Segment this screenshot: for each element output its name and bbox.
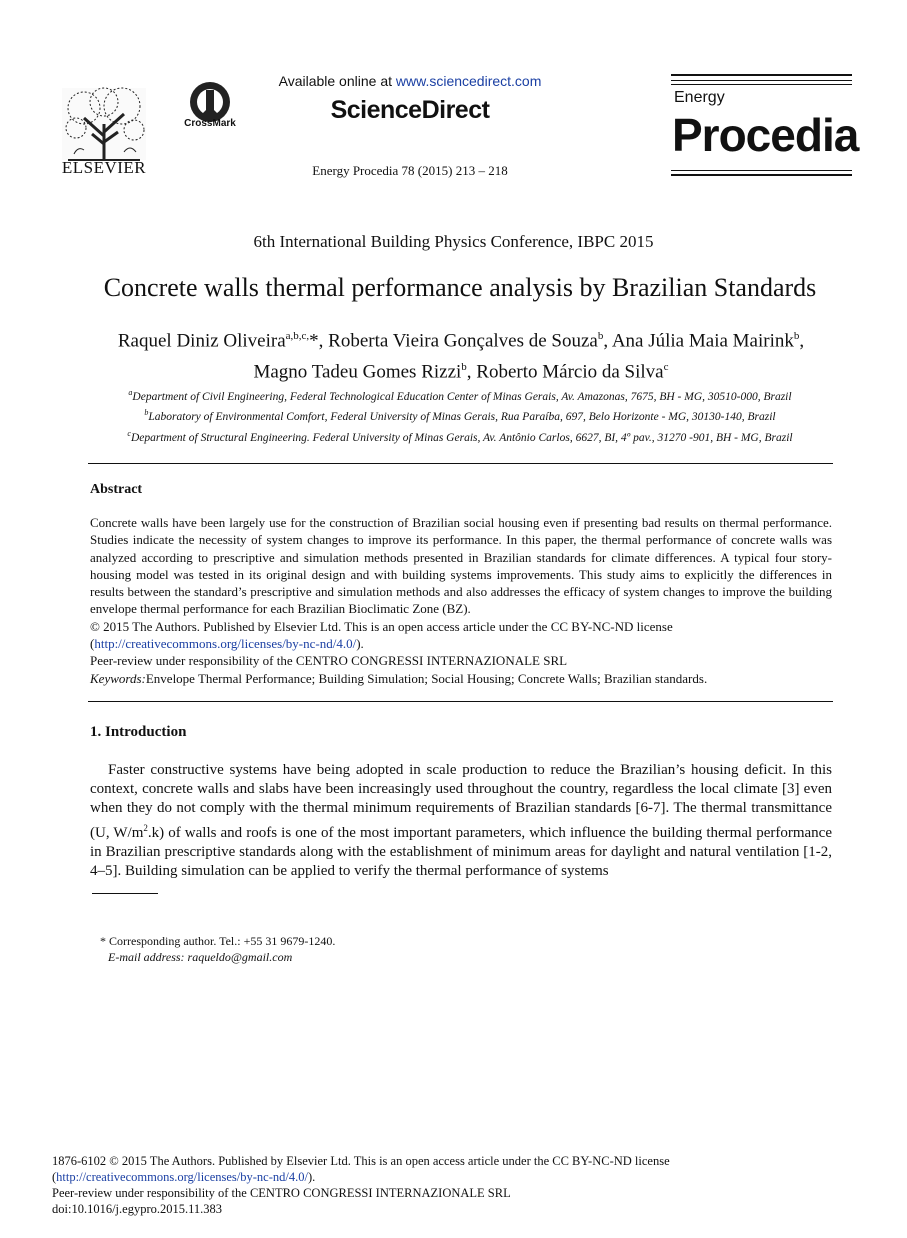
author-sup: c bbox=[663, 361, 669, 374]
author-email: E-mail address: raqueldo@gmail.com bbox=[108, 950, 293, 964]
affiliation-sup: c bbox=[127, 428, 131, 438]
abstract-text: Concrete walls have been largely use for the construction of Brazilian social housing even if presenting bad results on thermal performance. Studies indicate the necessity of system changes to improve its performance. In this paper, the thermal performance of concrete walls was analyzed according to prescriptive and simulation methods presented in Brazilian standards for climate differences. A typical four story-housing model was tested in its original design and with building systems improvements. This study aims to explicitly the differences in results between the standard’s prescriptive and simulation methods and also addresses the efficacy of system changes to improve the building envelope thermal performance for each Brazilian Bioclimatic Zone (BZ). bbox=[90, 515, 832, 617]
author-sup: b bbox=[793, 330, 800, 342]
conference-name: 6th International Building Physics Conference, IBPC 2015 bbox=[253, 232, 654, 251]
intro-text-b: .k) of walls and roofs is one of the most important parameters, which influence the building thermal performance in Brazilian prescriptive standards along with the establishment of minimum areas for daylight and natural ventilation [1-2, 4–5]. Building simulation can be applied to verify the thermal performance of systems bbox=[90, 824, 832, 880]
divider bbox=[88, 701, 833, 702]
keywords-label: Keywords: bbox=[90, 670, 146, 686]
author-sup: b bbox=[597, 330, 604, 342]
publisher-name: ELSEVIER bbox=[61, 158, 147, 177]
sciencedirect-link[interactable]: www.sciencedirect.com bbox=[395, 73, 542, 89]
author-sup: a,b,c, bbox=[285, 330, 310, 342]
footnote-rule bbox=[92, 893, 158, 894]
bottom-license-line: (http://creativecommons.org/licenses/by-nc-nd/4.0/). bbox=[52, 1170, 316, 1184]
author-name: Ana Júlia Maia Mairink bbox=[611, 330, 794, 352]
crossmark-label: CrossMark bbox=[184, 118, 236, 129]
keywords-text: Envelope Thermal Performance; Building Simulation; Social Housing; Concrete Walls; Brazilian standards. bbox=[145, 670, 708, 686]
bottom-license-block bbox=[52, 1153, 852, 1217]
corresponding-author: * Corresponding author. Tel.: +55 31 9679-1240. bbox=[100, 934, 336, 948]
author-name: Raquel Diniz Oliveira bbox=[117, 330, 286, 352]
issn-line: 1876-6102 © 2015 The Authors. Published by Elsevier Ltd. This is an open access article under the CC BY-NC-ND license bbox=[52, 1154, 670, 1168]
affiliation bbox=[60, 385, 860, 405]
journal-small: Energy bbox=[674, 89, 725, 106]
author-name: Roberta Vieira Gonçalves de Souza bbox=[328, 330, 598, 352]
abstract-heading: Abstract bbox=[90, 482, 143, 497]
license-link[interactable]: http://creativecommons.org/licenses/by-nc-nd/4.0/ bbox=[94, 636, 357, 652]
intro-text-a: Faster constructive systems have being adopted in scale production to reduce the Brazilian’s housing deficit. In this context, concrete walls and slabs have been increasingly used throughout the country, regardless the local climate [3] even when they do not comply with the thermal minimum requirements of Brazilian standards [6-7]. The thermal transmittance (U, W/m bbox=[90, 762, 832, 841]
affiliation-sup: b bbox=[144, 408, 149, 418]
copyright-line: © 2015 The Authors. Published by Elsevier Ltd. This is an open access article under the CC BY-NC-ND license bbox=[90, 618, 673, 634]
section-body bbox=[90, 761, 832, 881]
section-heading: 1. Introduction bbox=[90, 724, 187, 740]
affiliations bbox=[60, 385, 860, 446]
author-name: Roberto Márcio da Silva bbox=[476, 361, 664, 383]
journal-big: Procedia bbox=[672, 109, 859, 161]
bottom-peer-review: Peer-review under responsibility of the CENTRO CONGRESSI INTERNAZIONALE SRL bbox=[52, 1186, 511, 1200]
divider bbox=[88, 463, 833, 464]
abstract-body bbox=[90, 514, 832, 687]
affiliation bbox=[60, 426, 860, 446]
available-prefix: Available online at bbox=[278, 73, 396, 89]
affiliation-text: Department of Civil Engineering, Federal Technological Education Center of Minas Gerais, Av. Amazonas, 7675, BH - MG, 30510-000, Brazil bbox=[132, 390, 792, 403]
author-name: Magno Tadeu Gomes Rizzi bbox=[253, 361, 462, 383]
author-star: * bbox=[309, 330, 319, 352]
affiliation bbox=[60, 405, 860, 425]
paper-title: Concrete walls thermal performance analysis by Brazilian Standards bbox=[103, 273, 817, 302]
doi[interactable]: doi:10.1016/j.egypro.2015.11.383 bbox=[52, 1202, 223, 1216]
journal-reference: Energy Procedia 78 (2015) 213 – 218 bbox=[312, 163, 508, 178]
intro-sup: 2 bbox=[143, 822, 148, 833]
bottom-license-link[interactable]: http://creativecommons.org/licenses/by-nc-nd/4.0/ bbox=[56, 1170, 308, 1184]
energy-procedia-logo bbox=[671, 74, 859, 176]
available-online bbox=[240, 73, 580, 89]
license-line: (http://creativecommons.org/licenses/by-nc-nd/4.0/). bbox=[90, 636, 364, 652]
author-sup: b bbox=[461, 361, 467, 374]
affiliation-text: Laboratory of Environmental Comfort, Federal University of Minas Gerais, Rua Paraíba, 697, Belo Horizonte - MG, 30130-140, Brazil bbox=[148, 411, 776, 424]
affiliation-text: Department of Structural Engineering. Federal University of Minas Gerais, Av. Antônio Carlos, 6627, BI, 4º pav., 31270 -901, BH - MG, Brazil bbox=[130, 431, 793, 444]
author-list: Raquel Diniz Oliveira$^{a,b,c,}$*, Roberta Vieira Gonçalves de Souza$^b$, Ana Júlia Maia Mairink$^b$, Magno Tadeu Gomes Rizzi$^b$, Roberto Márcio da Silva$^c$ bbox=[117, 330, 805, 383]
keywords-line bbox=[90, 670, 832, 687]
affiliation-sup: a bbox=[128, 388, 133, 397]
peer-review-line: Peer-review under responsibility of the CENTRO CONGRESSI INTERNAZIONALE SRL bbox=[90, 653, 568, 669]
sciencedirect-brand: ScienceDirect bbox=[330, 96, 490, 124]
